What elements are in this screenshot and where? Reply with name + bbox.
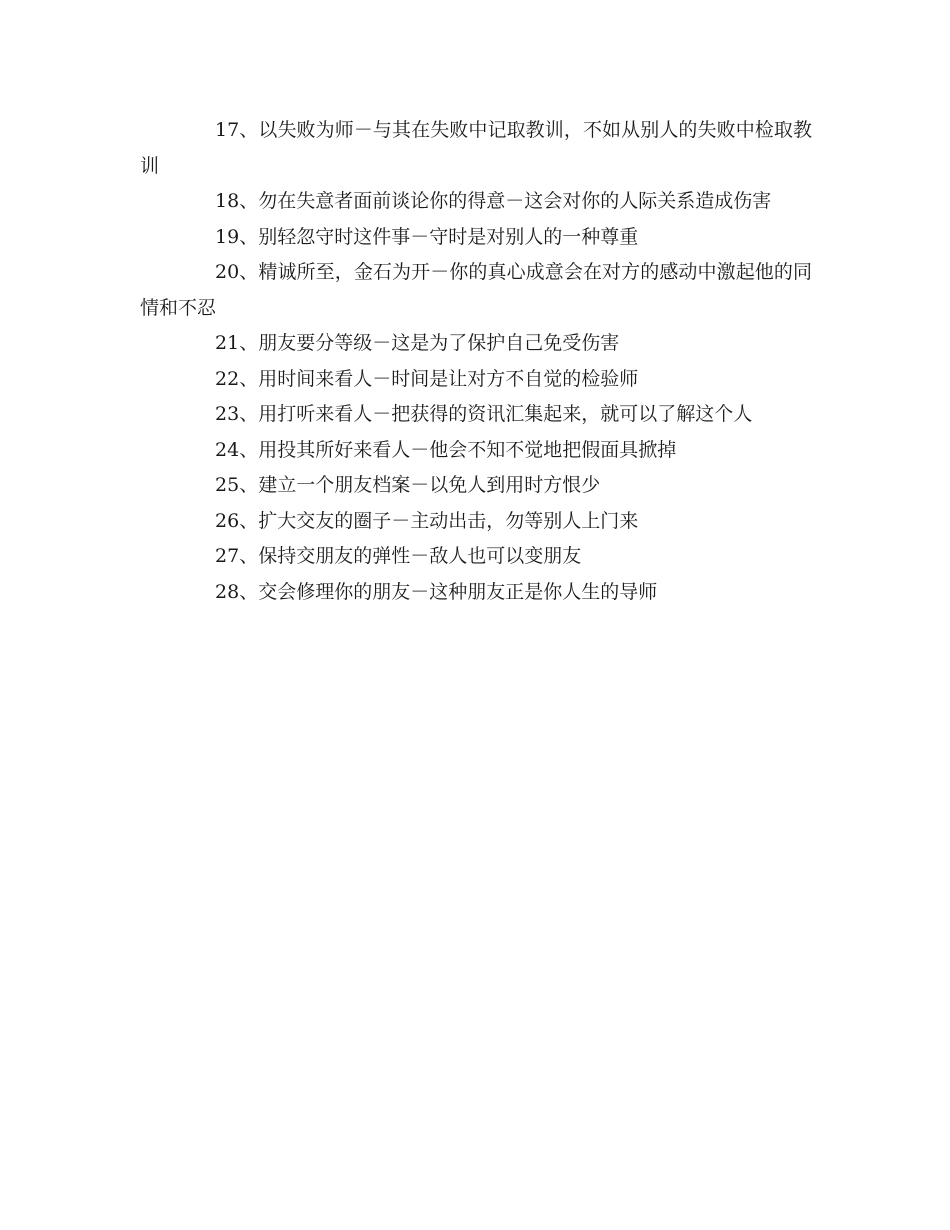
item-text: 、用打听来看人－把获得的资讯汇集起来，就可以了解这个人	[239, 403, 753, 425]
list-item	[140, 504, 812, 540]
item-text: 、交会修理你的朋友－这种朋友正是你人生的导师	[239, 580, 658, 603]
list-item	[140, 220, 812, 256]
list-item	[140, 184, 812, 220]
item-text: 、建立一个朋友档案－以免人到用时方恨少	[239, 474, 601, 496]
item-number: 21	[215, 332, 240, 354]
item-number: 22	[215, 367, 240, 390]
list-item	[140, 575, 812, 611]
item-number: 24	[215, 438, 240, 461]
list-item	[140, 539, 812, 575]
item-text: 、勿在失意者面前谈论你的得意－这会对你的人际关系造成伤害	[239, 190, 772, 212]
list-item	[140, 433, 812, 469]
list-item	[140, 113, 812, 184]
item-number: 18	[215, 190, 240, 212]
item-number: 17	[215, 119, 240, 141]
item-number: 26	[215, 509, 240, 532]
item-number: 28	[215, 580, 240, 603]
list-item	[140, 397, 812, 433]
item-text: 、以失败为师－与其在失败中记取教训，不如从别人的失败中检取教训	[140, 119, 812, 177]
item-text: 、别轻忽守时这件事－守时是对别人的一种尊重	[239, 225, 639, 248]
list-item	[140, 326, 812, 362]
item-text: 、保持交朋友的弹性－敌人也可以变朋友	[239, 545, 582, 567]
list-item	[140, 362, 812, 398]
item-text: 、精诚所至，金石为开－你的真心成意会在对方的感动中激起他的同情和不忍	[140, 261, 812, 319]
item-text: 、朋友要分等级－这是为了保护自己免受伤害	[239, 332, 620, 354]
item-text: 、用时间来看人－时间是让对方不自觉的检验师	[239, 367, 639, 390]
item-text: 、扩大交友的圈子－主动出击，勿等别人上门来	[239, 509, 639, 532]
item-number: 19	[215, 225, 240, 248]
item-number: 27	[215, 545, 240, 567]
list-item	[140, 468, 812, 504]
item-number: 23	[215, 403, 240, 425]
list-item	[140, 255, 812, 326]
item-number: 25	[215, 474, 240, 496]
item-number: 20	[215, 261, 240, 283]
document-body	[140, 113, 812, 610]
item-text: 、用投其所好来看人－他会不知不觉地把假面具掀掉	[239, 438, 677, 461]
